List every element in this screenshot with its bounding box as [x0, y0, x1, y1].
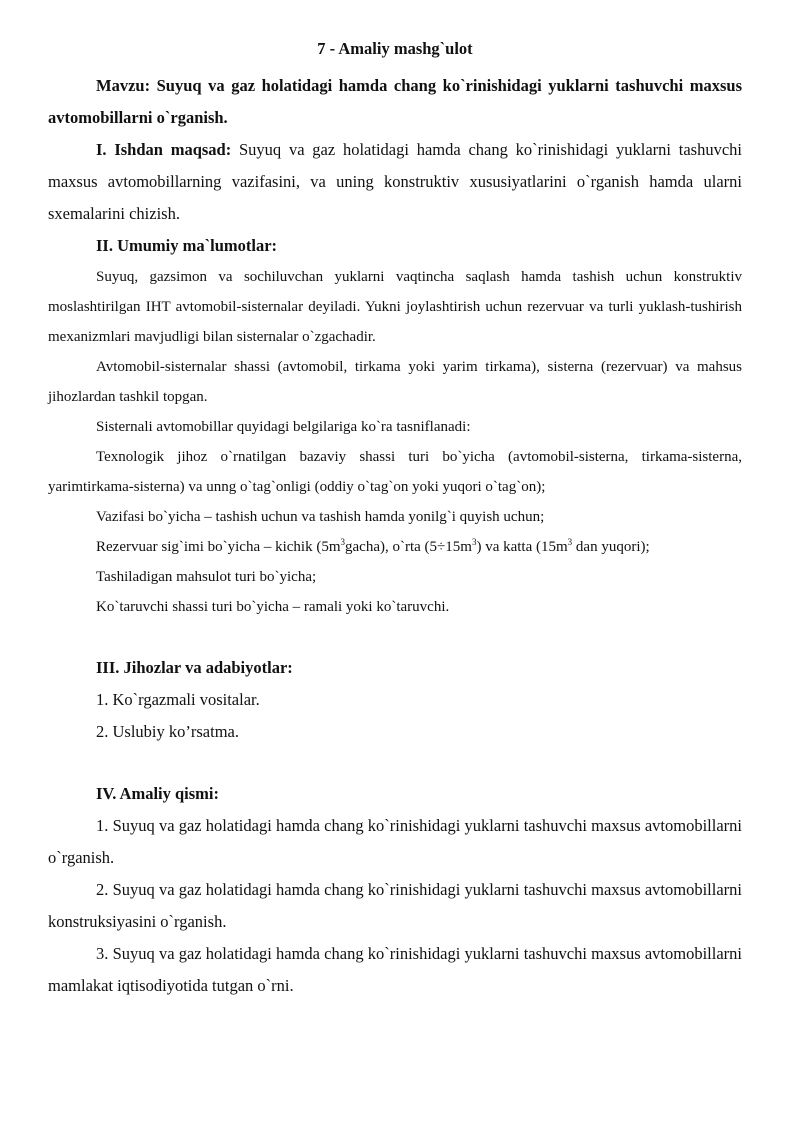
topic-paragraph: Mavzu: Suyuq va gaz holatidagi hamda chang ko`rinishidagi yuklarni tashuvchi maxsus avtomobillarni o`rganish. [48, 76, 742, 127]
equipment-heading: III. Jihozlar va adabiyotlar: [96, 658, 293, 677]
goal-paragraph [48, 134, 742, 230]
capacity-text-d: dan yuqori); [572, 539, 650, 555]
equipment-item-1: 1. Ko`rgazmali vositalar. [96, 690, 260, 709]
practical-item-3: 3. Suyuq va gaz holatidagi hamda chang ko`rinishidagi yuklarni tashuvchi maxsus avtomobillarni mamlakat iqtisodiyotida tutgan o`rni. [48, 944, 742, 995]
capacity-text-c: ) va katta (15m [476, 539, 568, 555]
general-info-paragraph-7: Tashiladigan mahsulot turi bo`yicha; [96, 569, 317, 585]
goal-text: Suyuq va gaz holatidagi hamda chang ko`rinishidagi yuklarni tashuvchi maxsus avtomobillarning vazifasini, va uning konstruktiv xususiyatlarini o`rganish hamda ularni sxemalarini chizish. [48, 140, 742, 223]
section-spacer [48, 748, 742, 778]
general-info-paragraph-3: Sisternali avtomobillar quyidagi belgilariga ko`ra tasniflanadi: [96, 419, 471, 435]
practical-heading: IV. Amaliy qismi: [96, 784, 220, 803]
general-info-heading: II. Umumiy ma`lumotlar: [96, 236, 278, 255]
general-info-paragraph-6 [48, 532, 742, 562]
page-title: 7 - Amaliy mashg`ulot [317, 39, 473, 58]
equipment-item-2: 2. Uslubiy ko’rsatma. [96, 722, 239, 741]
goal-heading: I. Ishdan maqsad: [96, 140, 232, 159]
general-info-paragraph-4: Texnologik jihoz o`rnatilgan bazaviy shassi turi bo`yicha (avtomobil-sisterna, tirkama-sisterna, yarimtirkama-sisterna) va unng o`tag`onligi (oddiy o`tag`on yoki yuqori o`tag`on); [48, 449, 742, 495]
superscript-3: 3 [567, 537, 573, 547]
practical-item-2: 2. Suyuq va gaz holatidagi hamda chang ko`rinishidagi yuklarni tashuvchi maxsus avtomobillarni konstruksiyasini o`rganish. [48, 880, 742, 931]
general-info-paragraph-2: Avtomobil-sisternalar shassi (avtomobil, tirkama yoki yarim tirkama), sisterna (rezervuar) va mahsus jihozlardan tashkil topgan. [48, 359, 742, 405]
superscript-3: 3 [340, 537, 346, 547]
capacity-text-b: gacha), o`rta (5÷15m [345, 539, 472, 555]
capacity-text-a: Rezervuar sig`imi bo`yicha – kichik (5m [96, 539, 341, 555]
section-spacer [48, 622, 742, 652]
practical-item-1: 1. Suyuq va gaz holatidagi hamda chang ko`rinishidagi yuklarni tashuvchi maxsus avtomobillarni o`rganish. [48, 816, 742, 867]
general-info-paragraph-1: Suyuq, gazsimon va sochiluvchan yuklarni vaqtincha saqlash hamda tashish uchun konstruktiv moslashtirilgan IHT avtomobil-sisternalar deyiladi. Yukni joylashtirish uchun rezervuar va turli yuklash-tushirish mexanizmlari mavjudligi bilan sisternalar o`zgachadir. [48, 269, 742, 345]
superscript-3: 3 [471, 537, 477, 547]
general-info-paragraph-8: Ko`taruvchi shassi turi bo`yicha – ramali yoki ko`taruvchi. [96, 599, 450, 615]
general-info-paragraph-5: Vazifasi bo`yicha – tashish uchun va tashish hamda yonilg`i quyish uchun; [96, 509, 545, 525]
